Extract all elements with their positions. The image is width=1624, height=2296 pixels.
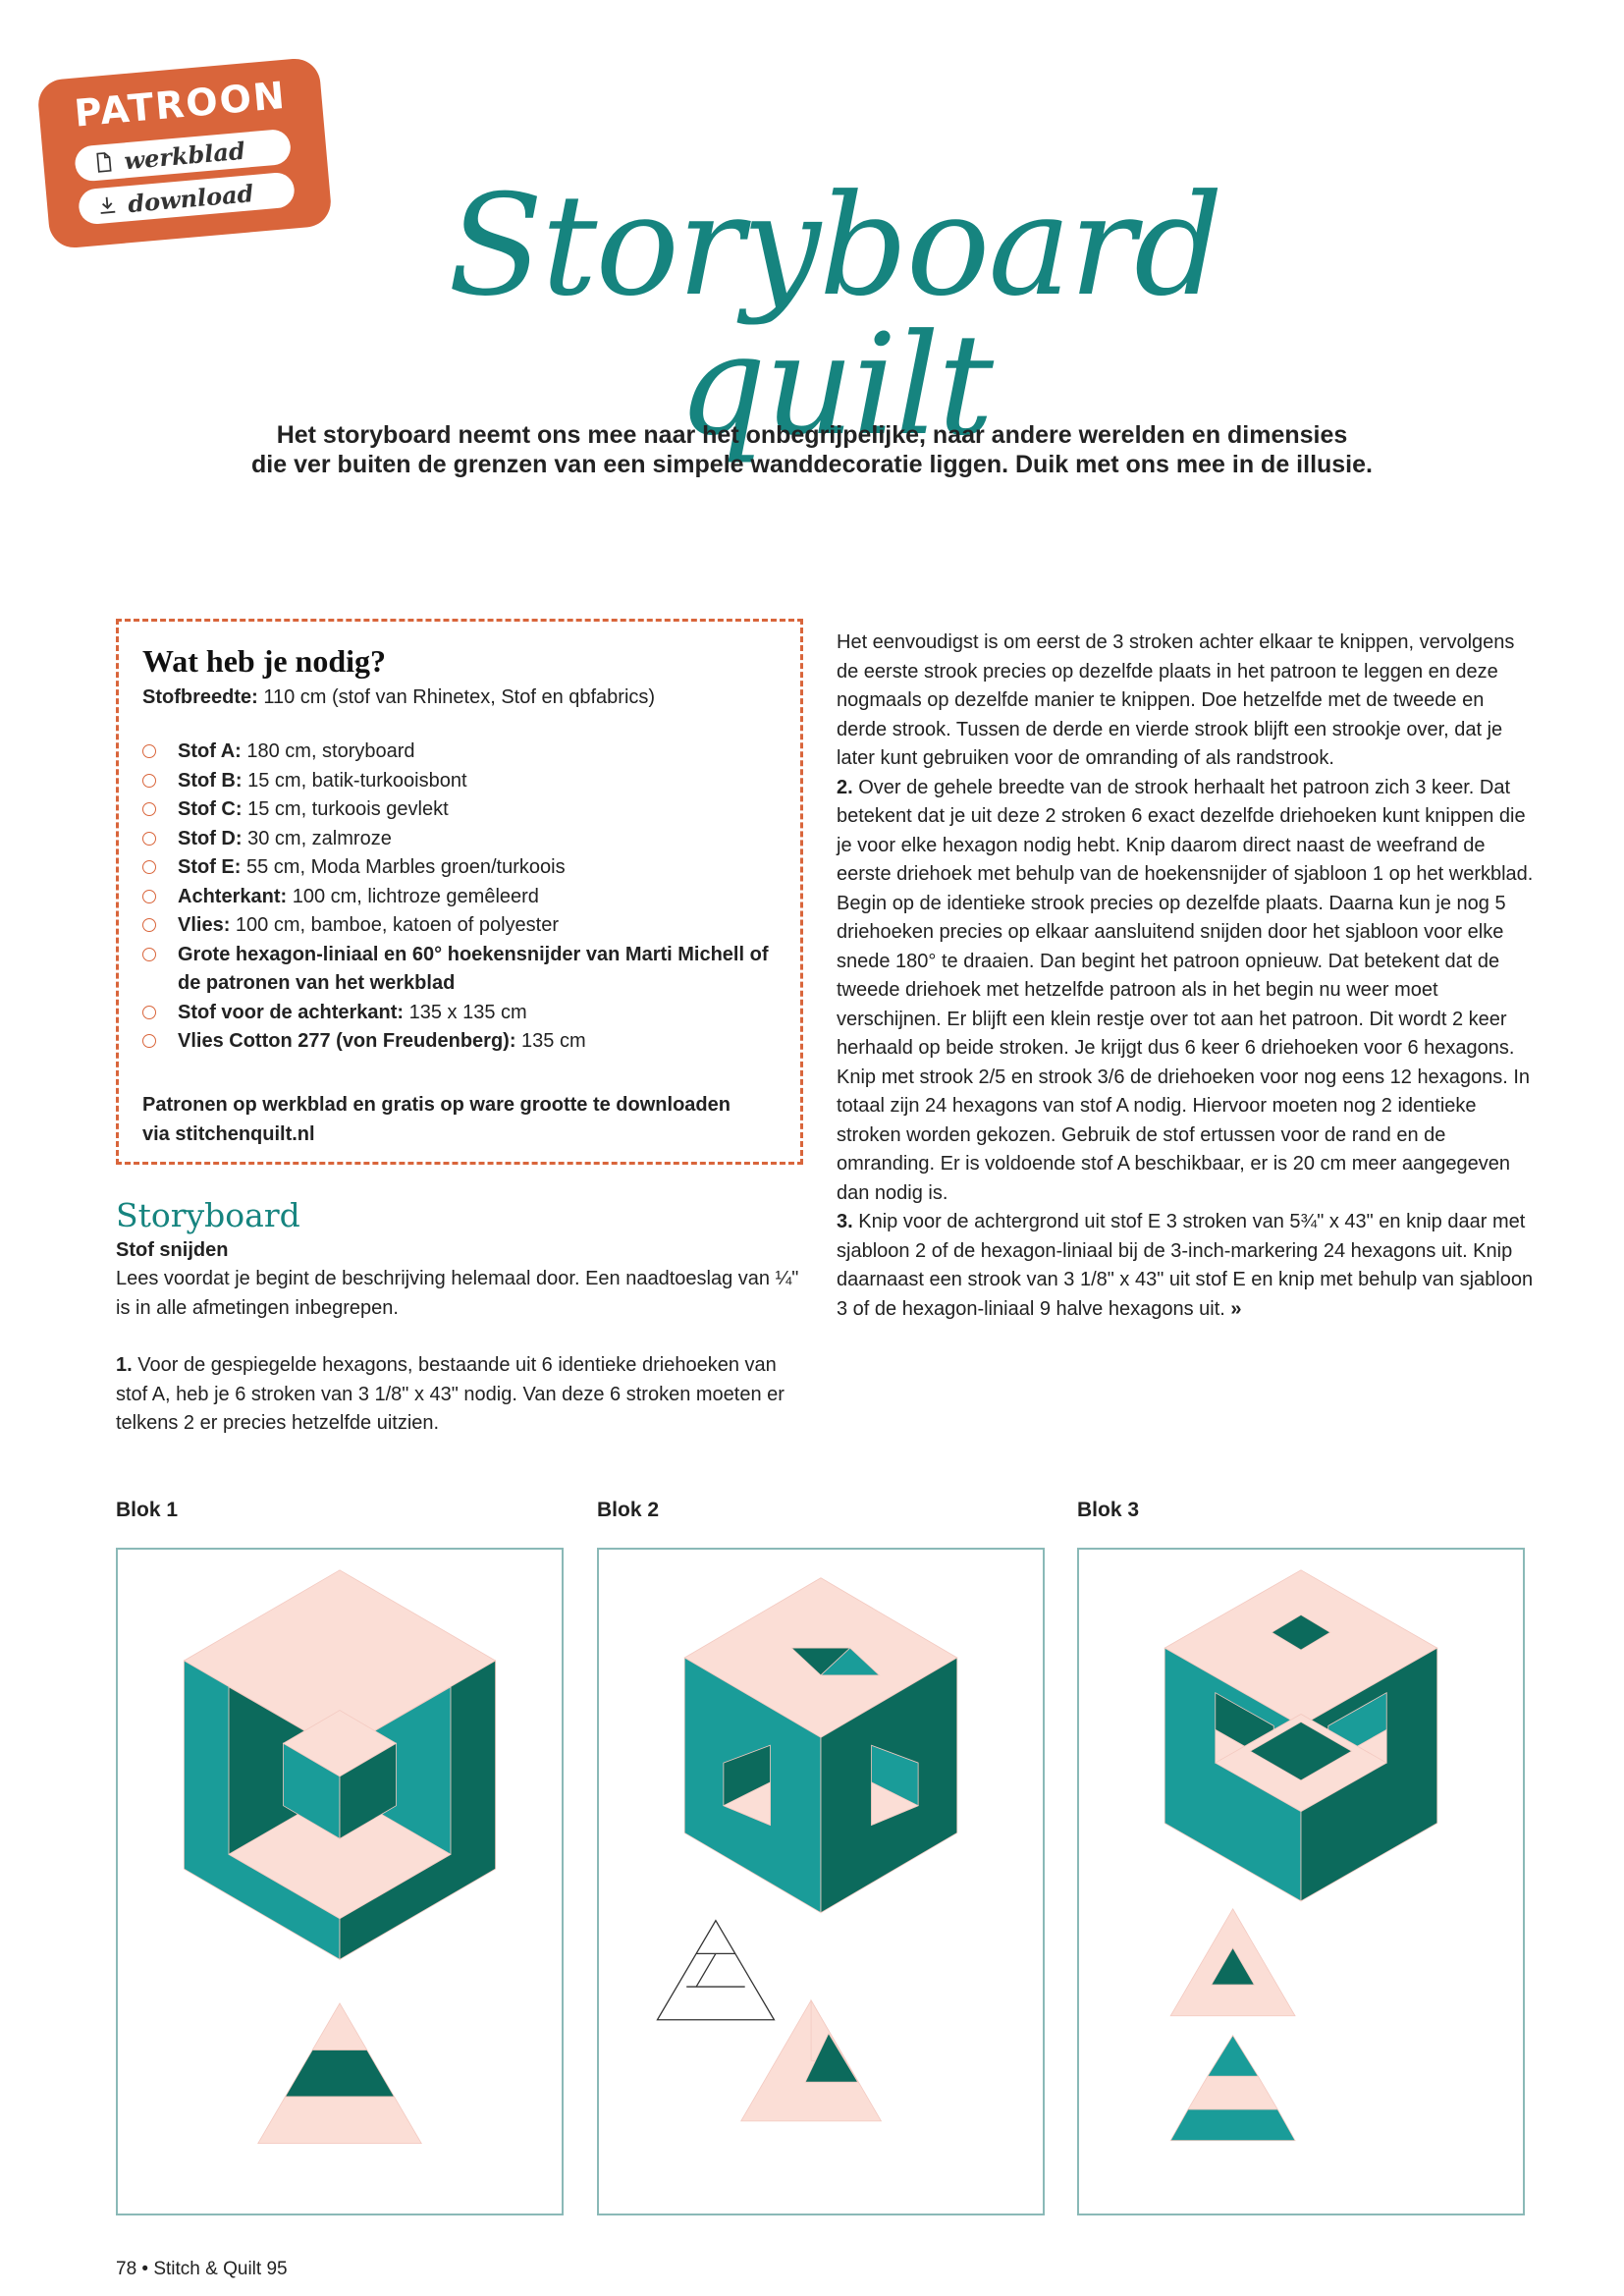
intro-line-2: die ver buiten de grenzen van een simpele wanddecoratie liggen. Duik met ons mee in de illusie. <box>251 451 1373 478</box>
block-2-label: Blok 2 <box>597 1499 660 1521</box>
block-3-illustration <box>1079 1550 1523 2214</box>
bullet-icon <box>142 1034 156 1048</box>
step-text: Voor de gespiegelde hexagons, bestaande uit 6 identieke driehoeken van stof A, heb je 6 stroken van 3 1/8" x 43" nodig. Van deze 6 stroken moeten er telkens 2 er precies hetzelfde uitzien. <box>116 1354 785 1434</box>
list-item <box>142 1027 771 1057</box>
page-title: Storyboard quilt <box>448 165 1221 466</box>
document-icon <box>92 150 116 174</box>
block-1-diagram <box>116 1548 564 2215</box>
block-3-diagram <box>1077 1548 1525 2215</box>
intro-line-1: Het storyboard neemt ons mee naar het onbegrijpelijke, naar andere werelden en dimensies <box>276 421 1348 449</box>
item-label: Stof B: <box>178 769 243 792</box>
list-item <box>142 738 771 767</box>
fabric-width-value: 110 cm (stof van Rhinetex, Stof en qbfabrics) <box>263 686 656 708</box>
item-label: Vlies: <box>178 914 231 936</box>
item-label: Stof D: <box>178 827 243 849</box>
list-item <box>142 795 771 825</box>
item-label: Stof C: <box>178 798 243 820</box>
materials-box <box>116 619 803 1165</box>
bullet-icon <box>142 774 156 788</box>
cutting-subheading: Stof snijden <box>116 1239 229 1261</box>
triangle-outline-icon <box>657 1921 774 2020</box>
item-label: Grote hexagon-liniaal en 60° hoekensnijder van Marti Michell of de patronen van het werkblad <box>178 943 769 994</box>
intro-text <box>167 420 1457 479</box>
step-number: 3. <box>837 1211 853 1232</box>
item-label: Vlies Cotton 277 (von Freudenberg): <box>178 1030 516 1052</box>
fabric-width-label: Stofbreedte: <box>142 686 258 708</box>
bullet-icon <box>142 918 156 932</box>
item-value: 30 cm, zalmroze <box>247 827 392 849</box>
item-label: Stof voor de achterkant: <box>178 1001 405 1023</box>
step-number: 1. <box>116 1354 133 1376</box>
download-label: download <box>126 178 255 218</box>
bullet-icon <box>142 802 156 816</box>
bullet-icon <box>142 1006 156 1019</box>
page-footer <box>116 2259 288 2280</box>
block-2-illustration <box>599 1550 1043 2214</box>
block-2-diagram <box>597 1548 1045 2215</box>
download-icon <box>95 193 119 217</box>
item-value: 100 cm, bamboe, katoen of polyester <box>235 914 560 936</box>
bullet-icon <box>142 860 156 874</box>
werkblad-label: werkblad <box>123 136 246 175</box>
list-item <box>142 853 771 883</box>
step-number: 2. <box>837 776 853 798</box>
item-label: Stof A: <box>178 740 242 762</box>
item-value: 180 cm, storyboard <box>246 740 415 762</box>
badge-title: PATROON <box>72 73 289 136</box>
step-2-text: Over de gehele breedte van de strook herhaalt het patroon zich 3 keer. Dat betekent dat je uit deze 2 stroken 6 exact dezelfde driehoeken kunt knippen die je voor elke hexagon nodig hebt. Knip daarom direct naast de weefrand de eerste driehoek met behulp van de hoekensnijder of sjabloon 1 op het werkblad. Begin op de identieke strook precies op dezelfde plaats. Daarna kun je nog 5 driehoeken precies op elkaar aansluitend snijden door het sjabloon voor elke snede 180° te draaien. Dan begint het patroon opnieuw. Dat betekent dat de tweede driehoek met hetzelfde patroon als in het begin nu weer moet verschijnen. Er blijft een klein restje over tot aan het patroon. Dit wordt 2 keer herhaald op beide stroken. Je krijgt dus 6 keer 6 driehoeken voor 6 hexagons. Knip met strook 2/5 en strook 3/6 de driehoeken voor nog eens 12 hexagons. In totaal zijn 24 hexagons van stof A nodig. Hiervoor moeten nog 2 identieke stroken worden gekozen. Gebruik de stof ertussen voor de rand en de omranding. Er is voldoende stof A beschikbaar, er is 20 cm meer aangegeven dan nodig is. <box>837 776 1534 1204</box>
patroon-badge <box>36 57 333 249</box>
download-link[interactable] <box>78 171 296 225</box>
intro-paragraph: Lees voordat je begint de beschrijving helemaal door. Een naadtoeslag van ¼" is in alle afmetingen inbegrepen. <box>116 1268 799 1319</box>
item-value: 135 x 135 cm <box>408 1001 527 1023</box>
block-1-label: Blok 1 <box>116 1499 179 1521</box>
item-value: 15 cm, turkoois gevlekt <box>247 798 449 820</box>
magazine-name: Stitch & Quilt 95 <box>153 2259 288 2279</box>
list-item <box>142 911 771 941</box>
step-1-paragraph <box>116 1351 803 1439</box>
list-item <box>142 941 771 999</box>
footer-bullet: • <box>141 2259 149 2279</box>
right-column-text <box>837 629 1534 1324</box>
item-value: 100 cm, lichtroze gemêleerd <box>292 885 539 907</box>
materials-list <box>142 738 771 1057</box>
storyboard-heading: Storyboard <box>116 1196 300 1234</box>
step-3-text: Knip voor de achtergrond uit stof E 3 stroken van 5¾" x 43" en knip daar met sjabloon 2 of de hexagon-liniaal bij de 3-inch-markering 24 hexagons uit. Knip daarnaast een strook van 3 1/8" x 43" uit stof E en knip met behulp van sjabloon 3 of de hexagon-liniaal 9 halve hexagons uit. <box>837 1211 1534 1320</box>
list-item <box>142 999 771 1028</box>
list-item <box>142 767 771 796</box>
bullet-icon <box>142 890 156 903</box>
item-value: 15 cm, batik-turkooisbont <box>247 769 467 792</box>
list-item <box>142 883 771 912</box>
item-value: 135 cm <box>521 1030 586 1052</box>
fabric-width <box>142 686 655 709</box>
list-item <box>142 825 771 854</box>
materials-heading: Wat heb je nodig? <box>142 643 387 679</box>
continue-arrow-icon: » <box>1230 1297 1242 1320</box>
bullet-icon <box>142 948 156 961</box>
item-label: Stof E: <box>178 856 242 878</box>
bullet-icon <box>142 744 156 758</box>
page-number: 78 <box>116 2259 137 2279</box>
item-label: Achterkant: <box>178 885 288 907</box>
download-note: Patronen op werkblad en gratis op ware grootte te downloaden via stitchenquilt.nl <box>142 1094 731 1145</box>
paragraph-continued: Het eenvoudigst is om eerst de 3 stroken achter elkaar te knippen, vervolgens de eerste strook precies op dezelfde plaats in het patroon te leggen en deze nogmaals op dezelfde manier te knippen. Doe hetzelfde met de tweede en derde strook. Tussen de derde en vierde strook blijft een strookje over, dat je later kunt gebruiken voor de omranding of als randstrook. <box>837 631 1515 769</box>
block-3-label: Blok 3 <box>1077 1499 1140 1521</box>
block-1-illustration <box>118 1550 562 2214</box>
bullet-icon <box>142 832 156 846</box>
item-value: 55 cm, Moda Marbles groen/turkoois <box>246 856 566 878</box>
